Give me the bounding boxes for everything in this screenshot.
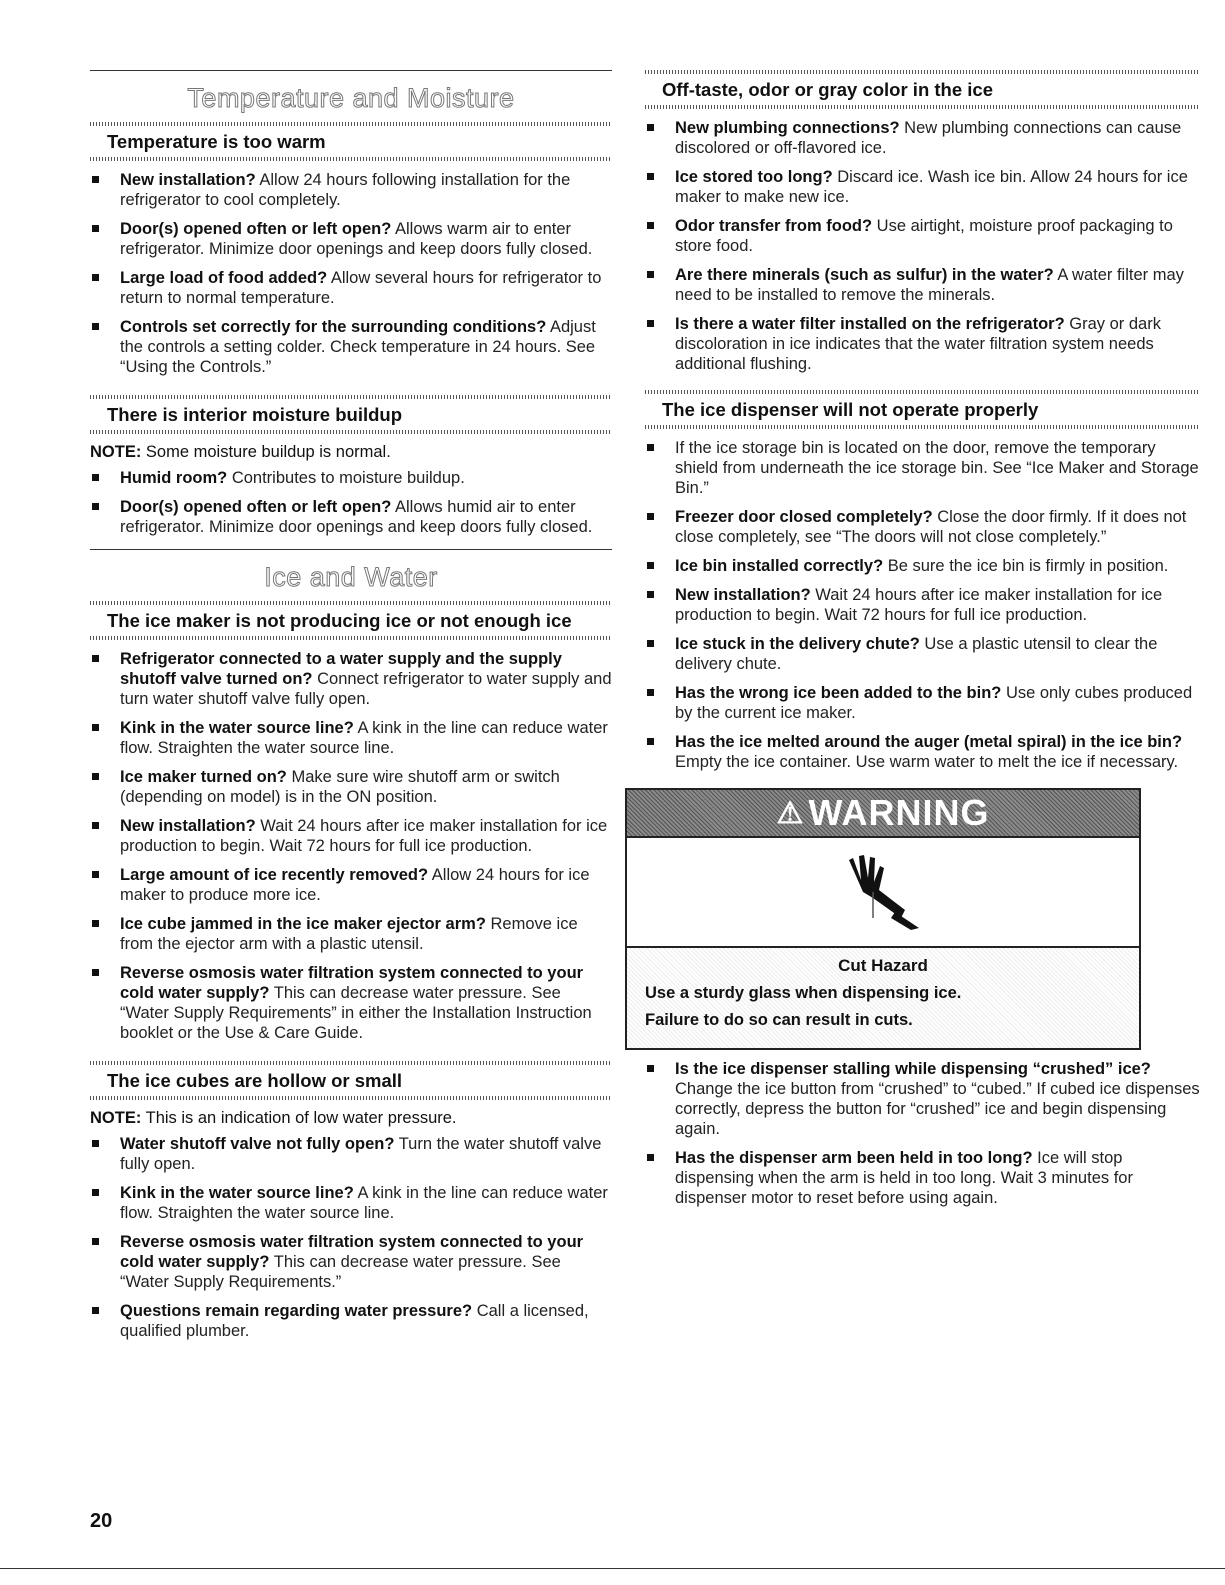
list-item: New installation? Allow 24 hours following installation for the refrigerator to cool completely. [90, 170, 612, 210]
list-item: Ice bin installed correctly? Be sure the ice bin is firmly in position. [645, 556, 1200, 576]
list-item: Door(s) opened often or left open? Allows humid air to enter refrigerator. Minimize door openings and keep doors fully closed. [90, 497, 612, 537]
page-number: 20 [90, 1510, 113, 1532]
subheading: There is interior moisture buildup [107, 404, 403, 425]
note: NOTE: Some moisture buildup is normal. [90, 443, 391, 461]
subsection-off-taste [645, 70, 1200, 374]
hazard-label: Cut Hazard [838, 956, 928, 975]
subheading: The ice maker is not producing ice or not enough ice [107, 610, 572, 631]
list-item: New installation? Wait 24 hours after ice maker installation for ice production to begin. Wait 72 hours for full ice production. [90, 816, 612, 856]
bottom-rule [0, 1568, 1225, 1569]
list-item: Is there a water filter installed on the refrigerator? Gray or dark discoloration in ice indicates that the water filtration system needs additional flushing. [645, 314, 1200, 374]
note: NOTE: This is an indication of low water pressure. [90, 1109, 457, 1127]
warning-line: Failure to do so can result in cuts. [645, 1011, 913, 1029]
list-item: Has the wrong ice been added to the bin? Use only cubes produced by the current ice maker. [645, 683, 1200, 723]
list-item: New plumbing connections? New plumbing connections can cause discolored or off-flavored ice. [645, 118, 1200, 158]
section-title-ice-water: Ice and Water [264, 562, 438, 592]
list-item: Ice cube jammed in the ice maker ejector arm? Remove ice from the ejector arm with a plastic utensil. [90, 914, 612, 954]
list-item: Freezer door closed completely? Close the door firmly. If it does not close completely, see “The doors will not close completely.” [645, 507, 1200, 547]
subsection-ice-maker [90, 601, 612, 1043]
subsection-too-warm [90, 122, 612, 377]
warning-header: ⚠ WARNING [627, 790, 1139, 836]
bullet-list [90, 1134, 612, 1341]
list-item: Large amount of ice recently removed? Allow 24 hours for ice maker to produce more ice. [90, 865, 612, 905]
subheading: Temperature is too warm [107, 131, 326, 152]
warning-box [625, 788, 1141, 1050]
bullet-list [645, 118, 1200, 374]
bullet-list [90, 649, 612, 1043]
bullet-list [90, 170, 612, 377]
bullet-list [90, 468, 612, 537]
list-item: Reverse osmosis water filtration system connected to your cold water supply? This can decrease water pressure. See “Water Supply Requirements” in either the Installation Instruction booklet or the Use & Care Guide. [90, 963, 612, 1043]
list-item: Humid room? Contributes to moisture buildup. [90, 468, 612, 488]
list-item: Are there minerals (such as sulfur) in the water? A water filter may need to be installed to remove the minerals. [645, 265, 1200, 305]
list-item: Kink in the water source line? A kink in the line can reduce water flow. Straighten the water source line. [90, 718, 612, 758]
list-item: Large load of food added? Allow several hours for refrigerator to return to normal temperature. [90, 268, 612, 308]
list-item: Ice stuck in the delivery chute? Use a plastic utensil to clear the delivery chute. [645, 634, 1200, 674]
list-item: Ice stored too long? Discard ice. Wash ice bin. Allow 24 hours for ice maker to make new ice. [645, 167, 1200, 207]
list-item: If the ice storage bin is located on the door, remove the temporary shield from underneath the ice storage bin. See “Ice Maker and Storage Bin.” [645, 438, 1200, 498]
list-item: Controls set correctly for the surrounding conditions? Adjust the controls a setting colder. Check temperature in 24 hours. See “Using the Controls.” [90, 317, 612, 377]
right-column [645, 70, 1200, 1208]
subsection-moisture [90, 395, 612, 537]
left-column [90, 70, 612, 1341]
cut-hazard-icon [843, 852, 923, 932]
list-item: Questions remain regarding water pressure? Call a licensed, qualified plumber. [90, 1301, 612, 1341]
subheading: The ice cubes are hollow or small [107, 1070, 403, 1091]
subheading: The ice dispenser will not operate properly [662, 399, 1039, 420]
list-item: Has the ice melted around the auger (metal spiral) in the ice bin? Empty the ice container. Use warm water to melt the ice if necessary. [645, 732, 1200, 772]
list-item: Is the ice dispenser stalling while dispensing “crushed” ice? Change the ice button from “crushed” to “cubed.” If cubed ice dispenses correctly, depress the button for “crushed” ice and begin dispensing again. [645, 1059, 1200, 1139]
warning-line: Use a sturdy glass when dispensing ice. [645, 984, 962, 1002]
list-item: Ice maker turned on? Make sure wire shutoff arm or switch (depending on model) is in the ON position. [90, 767, 612, 807]
list-item: Kink in the water source line? A kink in the line can reduce water flow. Straighten the water source line. [90, 1183, 612, 1223]
warning-triangle-icon: ⚠ [776, 796, 805, 830]
list-item: Odor transfer from food? Use airtight, moisture proof packaging to store food. [645, 216, 1200, 256]
list-item: New installation? Wait 24 hours after ice maker installation for ice production to begin. Wait 72 hours for full ice production. [645, 585, 1200, 625]
subsection-hollow [90, 1061, 612, 1341]
list-item: Has the dispenser arm been held in too long? Ice will stop dispensing when the arm is held in too long. Wait 3 minutes for dispenser motor to reset before using again. [645, 1148, 1200, 1208]
list-item: Water shutoff valve not fully open? Turn the water shutoff valve fully open. [90, 1134, 612, 1174]
list-item: Refrigerator connected to a water supply and the supply shutoff valve turned on? Connect refrigerator to water supply and turn water shutoff valve fully open. [90, 649, 612, 709]
section-title-temperature: Temperature and Moisture [187, 83, 515, 113]
bullet-list [645, 438, 1200, 772]
subsection-dispenser [645, 390, 1200, 772]
subheading: Off-taste, odor or gray color in the ice [662, 79, 993, 100]
bullet-list [645, 1059, 1200, 1208]
list-item: Door(s) opened often or left open? Allows warm air to enter refrigerator. Minimize door openings and keep doors fully closed. [90, 219, 612, 259]
list-item: Reverse osmosis water filtration system connected to your cold water supply? This can decrease water pressure. See “Water Supply Requirements.” [90, 1232, 612, 1292]
